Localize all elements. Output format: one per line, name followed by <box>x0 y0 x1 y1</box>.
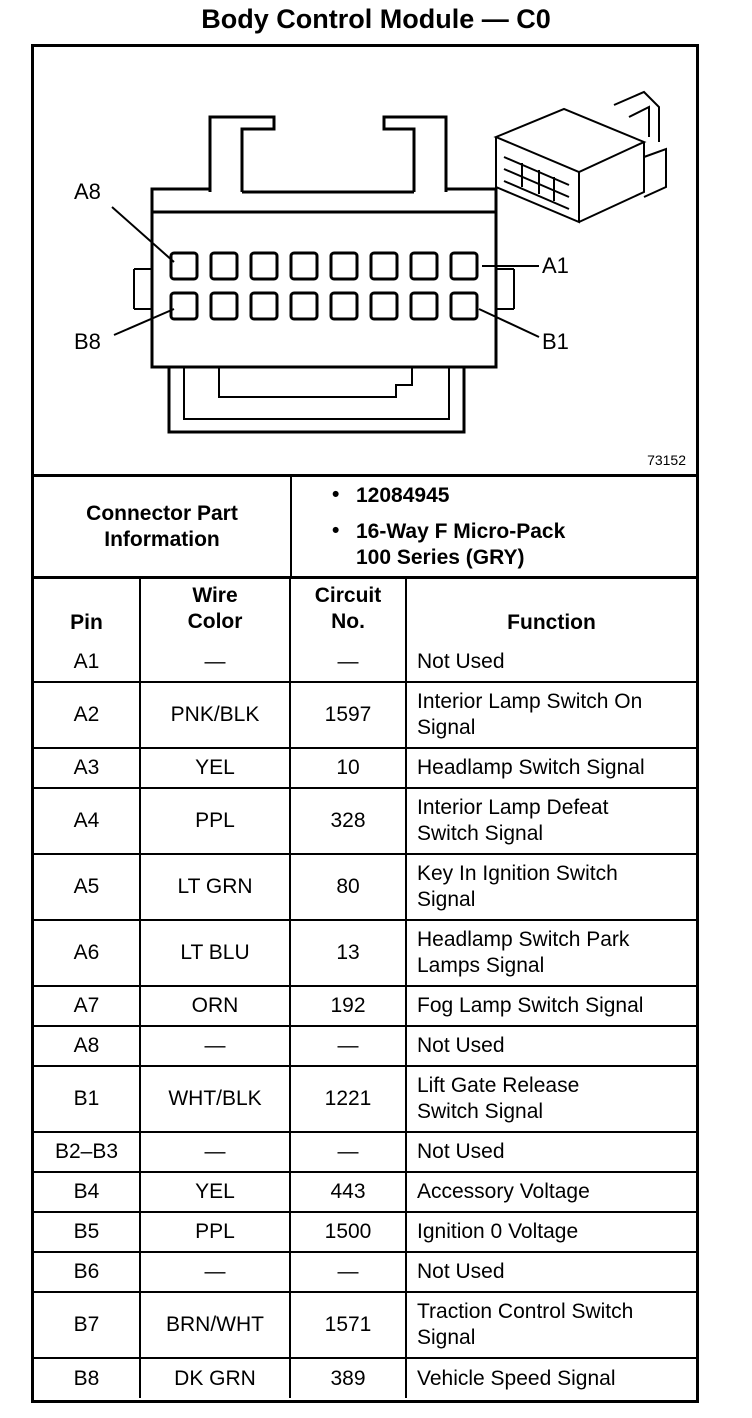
wire-color-cell: PPL <box>140 788 290 854</box>
pin-cell: B1 <box>34 1066 140 1132</box>
table-row <box>34 748 696 788</box>
circuit-cell: 1500 <box>290 1212 406 1252</box>
header-function: Function <box>406 576 696 642</box>
function-cell <box>406 642 696 682</box>
connector-face-drawing <box>34 47 696 474</box>
wire-color-cell: YEL <box>140 748 290 788</box>
table-row <box>34 1212 696 1252</box>
circuit-cell: — <box>290 642 406 682</box>
table-row <box>34 1252 696 1292</box>
pin-cell: A1 <box>34 642 140 682</box>
function-cell <box>406 920 696 986</box>
function-cell <box>406 986 696 1026</box>
connector-info <box>34 477 696 579</box>
function-line1: Headlamp Switch Signal <box>417 756 645 779</box>
circuit-cell: 13 <box>290 920 406 986</box>
function-line1: Not Used <box>417 649 505 673</box>
table-row <box>34 854 696 920</box>
connector-diagram <box>34 47 696 477</box>
function-line1: Not Used <box>417 1260 505 1283</box>
table-row <box>34 920 696 986</box>
wire-color-cell: — <box>140 1026 290 1066</box>
function-cell <box>406 748 696 788</box>
function-line2: Lamps Signal <box>417 954 545 977</box>
connector-info-label <box>34 477 292 576</box>
connector-info-label-line1: Connector Part <box>86 501 238 525</box>
function-cell <box>406 1026 696 1066</box>
function-cell <box>406 788 696 854</box>
function-cell <box>406 1212 696 1252</box>
function-line1: Lift Gate Release <box>417 1074 580 1097</box>
function-line1: Interior Lamp Defeat <box>417 796 609 819</box>
table-row <box>34 1358 696 1398</box>
pinout-table <box>34 576 696 1398</box>
header-wire-line1: Wire <box>192 584 238 607</box>
function-line2: Signal <box>417 716 476 739</box>
header-circuit-no <box>290 576 406 642</box>
part-number: 12084945 <box>356 484 450 507</box>
wire-color-cell: — <box>140 642 290 682</box>
pin-label-b8: B8 <box>74 329 101 354</box>
pin-cell: B4 <box>34 1172 140 1212</box>
function-cell <box>406 1066 696 1132</box>
function-cell <box>406 1292 696 1358</box>
wire-color-cell: WHT/BLK <box>140 1066 290 1132</box>
function-line1: Headlamp Switch Park <box>417 928 630 951</box>
wire-color-cell: ORN <box>140 986 290 1026</box>
circuit-cell: 1221 <box>290 1066 406 1132</box>
pin-cell: A4 <box>34 788 140 854</box>
table-row <box>34 1066 696 1132</box>
table-row <box>34 642 696 682</box>
pin-cell: A3 <box>34 748 140 788</box>
pin-cell: A6 <box>34 920 140 986</box>
page-title: Body Control Module — C0 <box>201 4 551 34</box>
pin-label-a8: A8 <box>74 179 101 204</box>
function-cell <box>406 1358 696 1398</box>
connector-description-line2: 100 Series (GRY) <box>356 546 525 569</box>
function-line1: Interior Lamp Switch On <box>417 690 643 713</box>
header-circuit-line1: Circuit <box>314 584 382 607</box>
circuit-cell: 192 <box>290 986 406 1026</box>
circuit-cell: 1571 <box>290 1292 406 1358</box>
function-line1: Key In Ignition Switch <box>417 862 618 885</box>
bullet-1: • <box>332 483 340 506</box>
pin-label-b1: B1 <box>542 329 569 354</box>
circuit-cell: 1597 <box>290 682 406 748</box>
circuit-cell: — <box>290 1026 406 1066</box>
circuit-cell: 389 <box>290 1358 406 1398</box>
header-wire-line2: Color <box>187 610 243 633</box>
table-row <box>34 1172 696 1212</box>
function-line2: Signal <box>417 888 476 911</box>
pin-cell: B2–B3 <box>34 1132 140 1172</box>
wire-color-cell: DK GRN <box>140 1358 290 1398</box>
wire-color-cell: LT GRN <box>140 854 290 920</box>
circuit-cell: 10 <box>290 748 406 788</box>
pin-label-a1: A1 <box>542 253 569 278</box>
pin-cell: A5 <box>34 854 140 920</box>
pin-row-a <box>171 253 477 279</box>
pin-cell: B6 <box>34 1252 140 1292</box>
connector-info-label-line2: Information <box>104 527 220 551</box>
circuit-cell: 328 <box>290 788 406 854</box>
function-cell <box>406 854 696 920</box>
wire-color-cell: PPL <box>140 1212 290 1252</box>
wire-color-cell: YEL <box>140 1172 290 1212</box>
connector-description-line1: 16-Way F Micro-Pack <box>356 520 566 543</box>
table-row <box>34 788 696 854</box>
pin-cell: B8 <box>34 1358 140 1398</box>
connector-3d-view <box>496 92 666 222</box>
header-circuit-line2: No. <box>331 610 365 633</box>
table-row <box>34 1292 696 1358</box>
function-line2: Signal <box>417 1326 476 1349</box>
pin-cell: A7 <box>34 986 140 1026</box>
circuit-cell: — <box>290 1252 406 1292</box>
wire-color-cell: — <box>140 1252 290 1292</box>
pin-cell: A8 <box>34 1026 140 1066</box>
function-line1: Fog Lamp Switch Signal <box>417 994 644 1017</box>
connector-info-values <box>292 477 696 576</box>
function-line2: Switch Signal <box>417 822 544 845</box>
function-line1: Ignition 0 Voltage <box>417 1220 579 1243</box>
function-line1: Vehicle Speed Signal <box>417 1366 616 1390</box>
table-row <box>34 682 696 748</box>
wire-color-cell: PNK/BLK <box>140 682 290 748</box>
circuit-cell: 443 <box>290 1172 406 1212</box>
function-line1: Traction Control Switch <box>417 1300 634 1323</box>
pin-row-b <box>171 293 477 319</box>
function-cell <box>406 1132 696 1172</box>
function-cell <box>406 682 696 748</box>
circuit-cell: — <box>290 1132 406 1172</box>
wire-color-cell: — <box>140 1132 290 1172</box>
function-line2: Switch Signal <box>417 1100 544 1123</box>
pin-cell: B5 <box>34 1212 140 1252</box>
circuit-cell: 80 <box>290 854 406 920</box>
wire-color-cell: BRN/WHT <box>140 1292 290 1358</box>
pin-cell: B7 <box>34 1292 140 1358</box>
bullet-2: • <box>332 519 340 542</box>
table-row <box>34 1132 696 1172</box>
function-cell <box>406 1252 696 1292</box>
function-line1: Not Used <box>417 1034 505 1057</box>
function-line1: Accessory Voltage <box>417 1180 590 1203</box>
figure-id: 73152 <box>647 452 686 468</box>
connector-sheet <box>31 44 699 1403</box>
header-wire-color <box>140 576 290 642</box>
table-row <box>34 986 696 1026</box>
function-cell <box>406 1172 696 1212</box>
pin-cell: A2 <box>34 682 140 748</box>
table-row <box>34 1026 696 1066</box>
function-line1: Not Used <box>417 1140 505 1163</box>
header-pin: Pin <box>34 576 140 642</box>
wire-color-cell: LT BLU <box>140 920 290 986</box>
